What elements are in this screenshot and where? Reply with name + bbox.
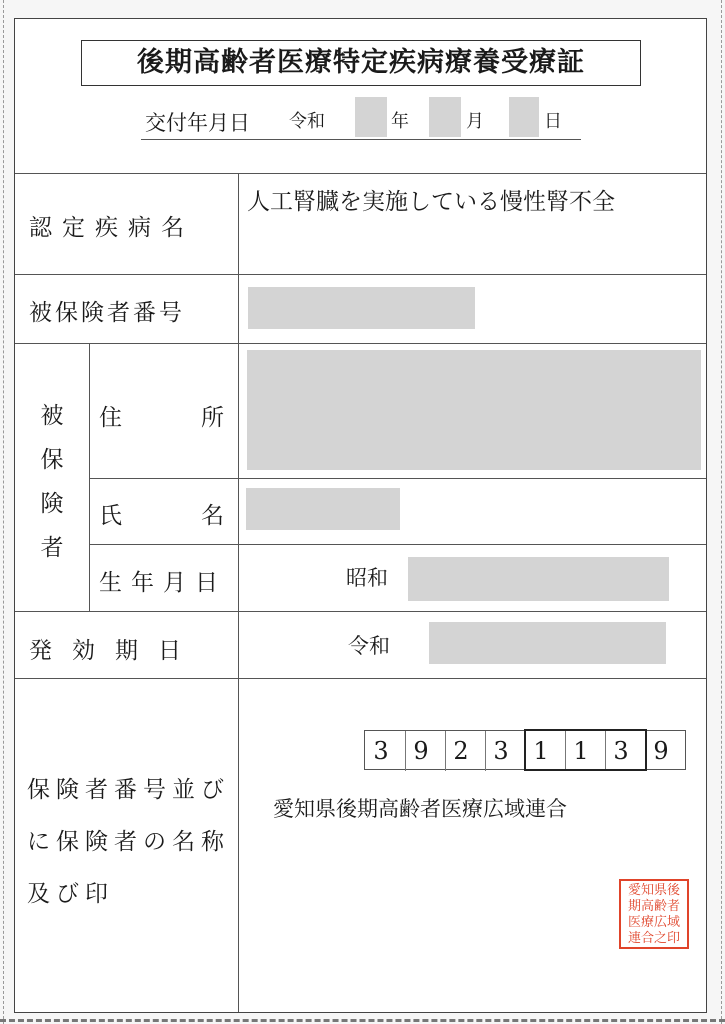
birth-label: 生年月日 <box>99 570 227 596</box>
effective-date-label: 発効期日 <box>29 638 201 664</box>
insurer-digit: 9 <box>413 737 429 765</box>
row-divider <box>89 544 706 545</box>
insured-number-redacted <box>248 287 475 329</box>
issue-year-unit: 年 <box>391 111 409 132</box>
row-divider <box>15 611 706 612</box>
issue-date-label: 交付年月日 <box>145 111 250 135</box>
issue-year-redacted <box>355 97 387 137</box>
cut-line-left <box>3 0 4 1024</box>
insurer-digit: 1 <box>533 737 549 765</box>
disease-label: 認定疾病名 <box>29 215 194 241</box>
effective-date-redacted <box>429 622 666 664</box>
insured-number-label: 被保険者番号 <box>29 300 185 326</box>
issue-day-redacted <box>509 97 539 137</box>
birth-date-redacted <box>408 557 669 601</box>
row-divider <box>15 343 706 344</box>
certificate-title: 後期高齢者医療特定疾病療養受療証 <box>81 40 641 86</box>
insurer-digit: 1 <box>573 737 589 765</box>
issue-date-underline <box>141 139 581 140</box>
address-redacted <box>247 350 701 470</box>
insurer-name: 愛知県後期高齢者医療広域連合 <box>273 797 567 821</box>
address-label-2: 所 <box>201 405 224 431</box>
address-label-1: 住 <box>99 405 122 431</box>
column-divider <box>89 343 90 611</box>
name-label-1: 氏 <box>99 503 122 529</box>
insured-group-label: 被保険者 <box>40 403 64 561</box>
issue-month-redacted <box>429 97 461 137</box>
certificate-card <box>14 18 707 1013</box>
effective-era: 令和 <box>348 634 390 658</box>
insurer-digit: 2 <box>453 737 469 765</box>
disease-value: 人工腎臓を実施している慢性腎不全 <box>247 189 615 215</box>
birth-era: 昭和 <box>346 566 388 590</box>
insurer-digit: 3 <box>613 737 629 765</box>
issue-era: 令和 <box>289 111 325 132</box>
row-divider <box>15 274 706 275</box>
insurer-digit: 9 <box>653 737 669 765</box>
insurer-number-highlight <box>524 729 647 771</box>
cut-line-bottom <box>0 1019 725 1022</box>
name-redacted <box>246 488 400 530</box>
insurer-digit: 3 <box>493 737 509 765</box>
issue-day-unit: 日 <box>544 111 562 132</box>
insurer-digit: 3 <box>373 737 389 765</box>
insurer-label: 保険者番号並びに保険者の名称及び印 <box>27 777 230 907</box>
row-divider <box>15 173 706 174</box>
cut-line-right <box>721 0 722 1024</box>
row-divider <box>89 478 706 479</box>
insurer-seal: 愛知県後期高齢者医療広域連合之印 <box>619 879 689 949</box>
column-divider <box>238 173 239 1012</box>
issue-month-unit: 月 <box>466 111 484 132</box>
row-divider <box>15 678 706 679</box>
name-label-2: 名 <box>201 503 224 529</box>
